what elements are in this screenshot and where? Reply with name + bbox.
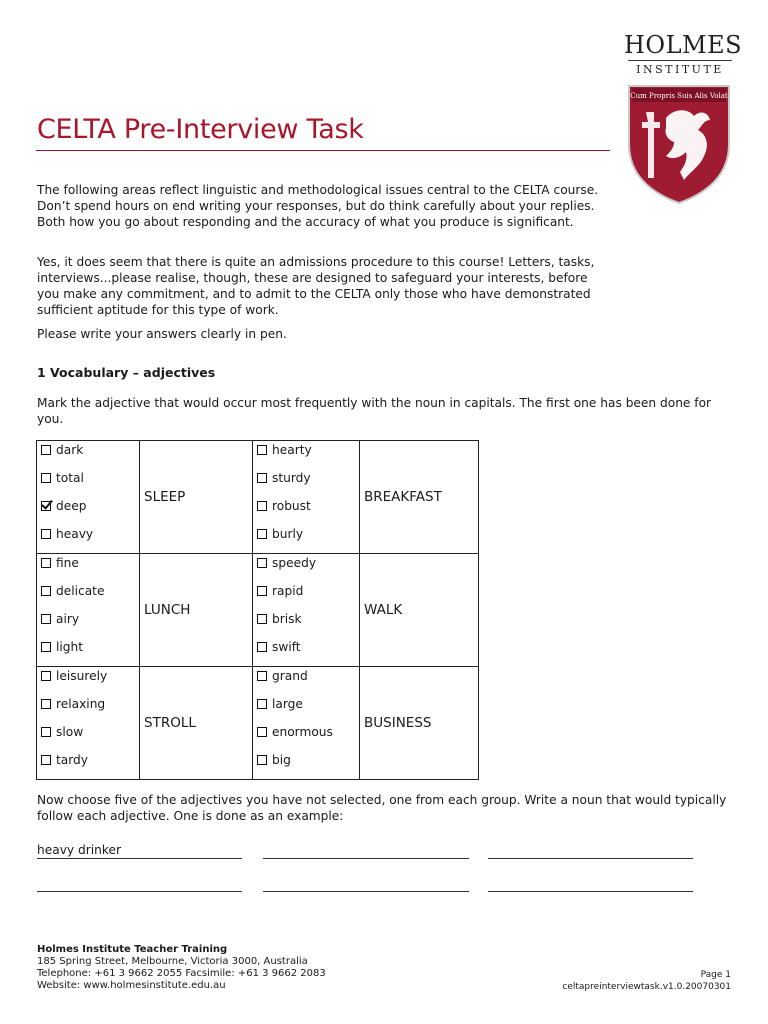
- checkbox-icon[interactable]: [41, 473, 51, 483]
- adjective-option[interactable]: [37, 667, 139, 695]
- adjective-label: brisk: [272, 612, 302, 626]
- intro-paragraph-1: The following areas reflect linguistic and methodological issues central to the CELTA course. Don’t spend hours on end writing your responses, but do think carefully about your replies. Both how you go about responding and the accuracy of what you produce is significant.: [37, 183, 599, 229]
- adjective-label: swift: [272, 640, 301, 654]
- checkbox-icon[interactable]: [41, 671, 51, 681]
- checkbox-icon[interactable]: [41, 445, 51, 455]
- checkbox-icon[interactable]: [257, 501, 267, 511]
- section-instruction: Mark the adjective that would occur most frequently with the noun in capitals. The first one has been done for you.: [37, 396, 712, 426]
- footer-phone: Telephone: +61 3 9662 2055 Facsimile: +61 3 9662 2083: [37, 968, 326, 979]
- holmes-logo: [624, 31, 743, 100]
- document-id: celtapreinterviewtask.v1.0.20070301: [562, 982, 731, 992]
- adjective-option[interactable]: [37, 695, 139, 723]
- answer-field-4[interactable]: [37, 875, 242, 892]
- logo-wordmark: HOLMES: [624, 31, 743, 59]
- adjective-option[interactable]: [37, 497, 139, 525]
- options-cell: [253, 441, 360, 554]
- noun-cell: BREAKFAST: [360, 441, 479, 554]
- checked-checkbox-icon[interactable]: [41, 501, 51, 511]
- table-row: [37, 667, 479, 780]
- adjective-option[interactable]: [253, 469, 359, 497]
- adjective-option[interactable]: [253, 582, 359, 610]
- adjective-label: enormous: [272, 725, 333, 739]
- adjective-label: speedy: [272, 556, 317, 570]
- logo-divider: [628, 60, 732, 61]
- adjective-label: big: [272, 753, 291, 767]
- checkbox-icon[interactable]: [257, 558, 267, 568]
- adjective-label: relaxing: [56, 697, 106, 711]
- checkbox-icon[interactable]: [257, 755, 267, 765]
- adjective-option[interactable]: [253, 667, 359, 695]
- adjective-option[interactable]: [37, 525, 139, 553]
- checkbox-icon[interactable]: [41, 558, 51, 568]
- options-cell: [37, 441, 140, 554]
- adjective-option[interactable]: [253, 610, 359, 638]
- adjective-option[interactable]: [253, 723, 359, 751]
- answer-field-1[interactable]: [37, 842, 242, 859]
- adjective-label: sturdy: [272, 471, 311, 485]
- adjective-option[interactable]: [253, 441, 359, 469]
- answer-field-5[interactable]: [263, 875, 469, 892]
- adjective-option[interactable]: [37, 723, 139, 751]
- adjective-option[interactable]: [253, 554, 359, 582]
- options-cell: [37, 554, 140, 667]
- adjective-label: deep: [56, 499, 87, 513]
- options-cell: [37, 667, 140, 780]
- adjective-label: hearty: [272, 443, 312, 457]
- section-heading-vocabulary: 1 Vocabulary – adjectives: [37, 365, 216, 380]
- adjective-label: airy: [56, 612, 80, 626]
- adjective-option[interactable]: [37, 638, 139, 666]
- checkbox-icon[interactable]: [257, 671, 267, 681]
- followup-instruction: Now choose five of the adjectives you have not selected, one from each group. Write a noun that would typically follow each adjective. One is done as an example:: [37, 793, 727, 823]
- title-divider: [36, 150, 610, 151]
- options-cell: [253, 554, 360, 667]
- adjective-option[interactable]: [37, 469, 139, 497]
- checkbox-icon[interactable]: [257, 642, 267, 652]
- checkbox-icon[interactable]: [41, 529, 51, 539]
- adjective-table: [36, 440, 479, 780]
- adjective-label: total: [56, 471, 84, 485]
- checkbox-icon[interactable]: [257, 699, 267, 709]
- checkbox-icon[interactable]: [257, 529, 267, 539]
- checkbox-icon[interactable]: [41, 642, 51, 652]
- logo-subtitle: INSTITUTE: [636, 63, 724, 76]
- adjective-label: leisurely: [56, 669, 108, 683]
- adjective-label: robust: [272, 499, 311, 513]
- footer-address: 185 Spring Street, Melbourne, Victoria 3000, Australia: [37, 956, 308, 967]
- footer-org: Holmes Institute Teacher Training: [37, 944, 228, 955]
- adjective-option[interactable]: [37, 554, 139, 582]
- adjective-option[interactable]: [37, 751, 139, 779]
- checkbox-icon[interactable]: [41, 727, 51, 737]
- adjective-option[interactable]: [253, 638, 359, 666]
- crest-motto: Cum Propris Suis Alis Volat: [630, 92, 728, 100]
- adjective-label: rapid: [272, 584, 304, 598]
- footer-website: Website: www.holmesinstitute.edu.au: [37, 980, 226, 991]
- table-row: [37, 441, 479, 554]
- checkbox-icon[interactable]: [257, 586, 267, 596]
- checkbox-icon[interactable]: [41, 755, 51, 765]
- noun-cell: STROLL: [140, 667, 253, 780]
- table-row: [37, 554, 479, 667]
- adjective-label: grand: [272, 669, 308, 683]
- crest-shield-icon: [626, 82, 732, 206]
- adjective-label: dark: [56, 443, 84, 457]
- adjective-label: light: [56, 640, 84, 654]
- checkbox-icon[interactable]: [41, 586, 51, 596]
- checkbox-icon[interactable]: [41, 614, 51, 624]
- answer-field-2[interactable]: [263, 842, 469, 859]
- adjective-option[interactable]: [37, 441, 139, 469]
- checkbox-icon[interactable]: [257, 445, 267, 455]
- adjective-option[interactable]: [253, 695, 359, 723]
- noun-cell: LUNCH: [140, 554, 253, 667]
- answer-field-6[interactable]: [488, 875, 693, 892]
- example-answer: heavy drinker: [37, 843, 121, 857]
- adjective-option[interactable]: [253, 497, 359, 525]
- adjective-label: slow: [56, 725, 84, 739]
- footer-contact: [37, 944, 326, 992]
- adjective-option[interactable]: [253, 751, 359, 779]
- answer-field-3[interactable]: [488, 842, 693, 859]
- adjective-label: fine: [56, 556, 79, 570]
- adjective-option[interactable]: [37, 610, 139, 638]
- adjective-option[interactable]: [37, 582, 139, 610]
- checkbox-icon[interactable]: [257, 614, 267, 624]
- options-cell: [253, 667, 360, 780]
- adjective-label: heavy: [56, 527, 94, 541]
- adjective-label: delicate: [56, 584, 105, 598]
- intro-paragraph-3: Please write your answers clearly in pen.: [37, 327, 287, 341]
- adjective-option[interactable]: [253, 525, 359, 553]
- adjective-label: burly: [272, 527, 304, 541]
- footer-meta: [562, 969, 731, 993]
- adjective-label: tardy: [56, 753, 88, 767]
- noun-cell: WALK: [360, 554, 479, 667]
- noun-cell: BUSINESS: [360, 667, 479, 780]
- page-title: CELTA Pre-Interview Task: [37, 114, 364, 145]
- adjective-label: large: [272, 697, 303, 711]
- checkbox-icon[interactable]: [41, 699, 51, 709]
- noun-cell: SLEEP: [140, 441, 253, 554]
- checkbox-icon[interactable]: [257, 473, 267, 483]
- intro-paragraph-2: Yes, it does seem that there is quite an admissions procedure to this course! Letters, tasks, interviews...please realise, though, these are designed to safeguard your interests, before you make any commitment, and to admit to the CELTA only those who have demonstrated sufficient aptitude for this type of work.: [37, 255, 595, 317]
- checkbox-icon[interactable]: [257, 727, 267, 737]
- page-number: Page 1: [700, 970, 731, 980]
